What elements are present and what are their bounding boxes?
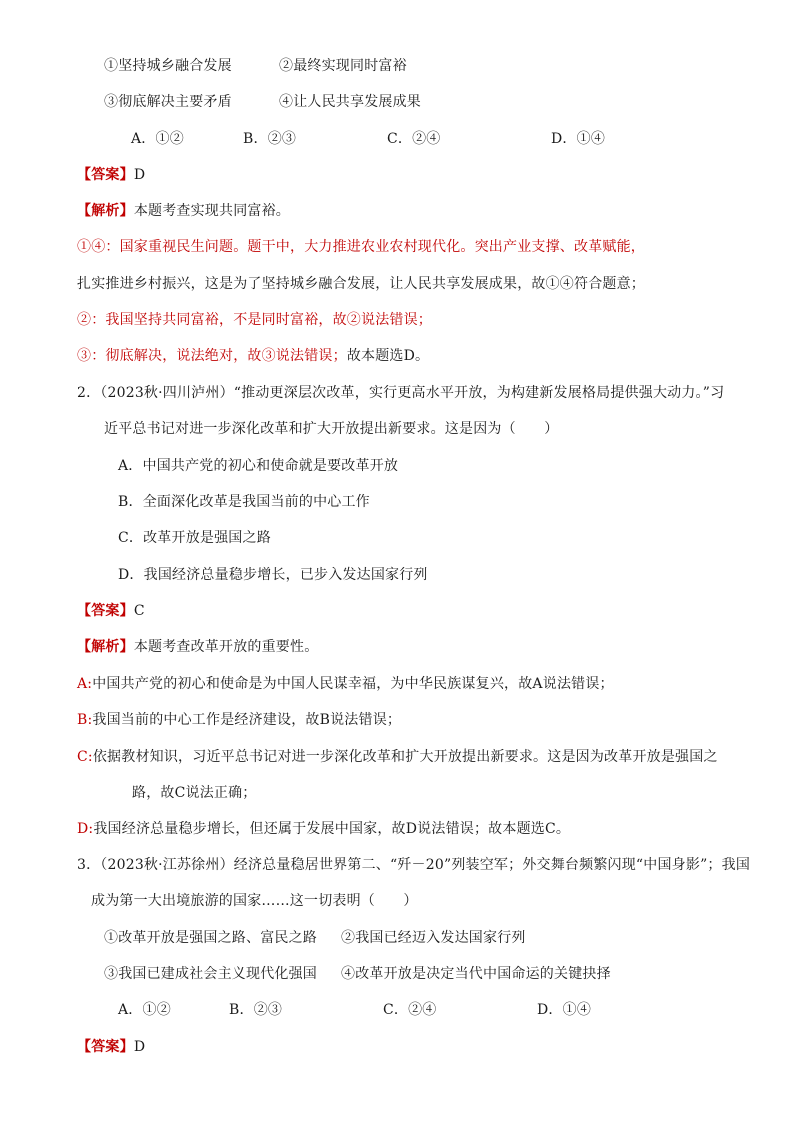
q2-text-a: 中国共产党的初心和使命是为中国人民谋幸福，为中华民族谋复兴，故A说法错误； xyxy=(92,676,614,692)
q2-stem-line2: 近平总书记对进一步深化改革和扩大开放提出新要求。这是因为（ ） xyxy=(104,421,559,437)
q2-label-c: C: xyxy=(77,749,93,765)
q3-stem-line1: 3．（2023秋·江苏徐州）经济总量稳居世界第二、“歼－20”列装空军；外交舞台频繁闪现“中国身影”；我国 xyxy=(77,857,751,873)
choice-b: B．②③ xyxy=(243,131,297,147)
option-4: ④让人民共享发展成果 xyxy=(279,94,421,110)
option-1: ①坚持城乡融合发展 xyxy=(104,58,232,74)
q2-option-c: C．改革开放是强国之路 xyxy=(118,530,271,546)
analysis-line xyxy=(77,201,290,221)
q3-choice-d: D．①④ xyxy=(537,1002,592,1018)
explanation-1-4-cont: 扎实推进乡村振兴，这是为了坚持城乡融合发展，让人民共享发展成果，故①④符合题意； xyxy=(77,276,645,292)
q2-explain-c-cont: 路，故C说法正确； xyxy=(132,785,257,801)
option-3: ③彻底解决主要矛盾 xyxy=(104,94,232,110)
q2-label-b: B: xyxy=(77,712,93,728)
q2-answer-value: C xyxy=(133,603,145,619)
q2-analysis-text: 本题考查改革开放的重要性。 xyxy=(133,639,319,655)
q2-text-b: 我国当前的中心工作是经济建设，故B说法错误； xyxy=(92,712,402,728)
answer-value: D xyxy=(133,167,146,183)
explanation-1-4: ①④：国家重视民生问题。题干中，大力推进农业农村现代化。突出产业支撑、改革赋能， xyxy=(77,239,645,255)
q2-text-c: 依据教材知识，习近平总书记对进一步深化改革和扩大开放提出新要求。这是因为改革开放是强国之 xyxy=(92,749,718,765)
q2-explain-b xyxy=(77,710,401,730)
choice-c: C．②④ xyxy=(387,131,441,147)
q2-option-b: B．全面深化改革是我国当前的中心工作 xyxy=(118,494,370,510)
q2-analysis-tag: 【解析】 xyxy=(77,639,134,655)
q2-answer-tag: 【答案】 xyxy=(77,603,134,619)
analysis-text: 本题考查实现共同富裕。 xyxy=(133,203,291,219)
q3-choice-a: A．①② xyxy=(118,1002,171,1018)
q2-explain-d xyxy=(77,819,570,839)
q2-stem-line1: 2．（2023秋·四川泸州）“推动更深层次改革，实行更高水平开放，为构建新发展格局提供强大动力。”习 xyxy=(77,385,725,401)
q3-option-3: ③我国已建成社会主义现代化强国 xyxy=(104,966,317,982)
q3-answer-line xyxy=(77,1037,145,1057)
q3-option-4: ④改革开放是决定当代中国命运的关键抉择 xyxy=(341,966,611,982)
q3-choice-b: B．②③ xyxy=(229,1002,283,1018)
q2-option-d: D．我国经济总量稳步增长，已步入发达国家行列 xyxy=(118,567,428,583)
q2-text-d: 我国经济总量稳步增长，但还属于发展中国家，故D说法错误；故本题选C。 xyxy=(93,821,571,837)
q3-stem-line2: 成为第一大出境旅游的国家……这一切表明（ ） xyxy=(91,893,418,909)
q2-option-a: A．中国共产党的初心和使命就是要改革开放 xyxy=(118,458,399,474)
explanation-2: ②：我国坚持共同富裕，不是同时富裕，故②说法错误； xyxy=(77,312,432,328)
q2-explain-a xyxy=(77,674,614,694)
explanation-3-line xyxy=(77,346,429,366)
analysis-tag: 【解析】 xyxy=(77,203,134,219)
answer-tag: 【答案】 xyxy=(77,167,134,183)
q2-label-a: A: xyxy=(77,676,93,692)
choice-a: A．①② xyxy=(131,131,184,147)
q3-option-2: ②我国已经迈入发达国家行列 xyxy=(341,930,526,946)
q2-answer-line xyxy=(77,601,145,621)
q3-answer-tag: 【答案】 xyxy=(77,1039,134,1055)
q2-explain-c xyxy=(77,747,718,767)
option-2: ②最终实现同时富裕 xyxy=(279,58,407,74)
q2-analysis-line xyxy=(77,637,318,657)
choice-d: D．①④ xyxy=(551,131,606,147)
q2-label-d: D: xyxy=(77,821,94,837)
conclusion: 故本题选D。 xyxy=(346,348,430,364)
q3-choice-c: C．②④ xyxy=(383,1002,437,1018)
q3-answer-value: D xyxy=(133,1039,146,1055)
q3-option-1: ①改革开放是强国之路、富民之路 xyxy=(104,930,317,946)
explanation-3: ③：彻底解决，说法绝对，故③说法错误； xyxy=(77,348,347,364)
answer-line xyxy=(77,165,145,185)
